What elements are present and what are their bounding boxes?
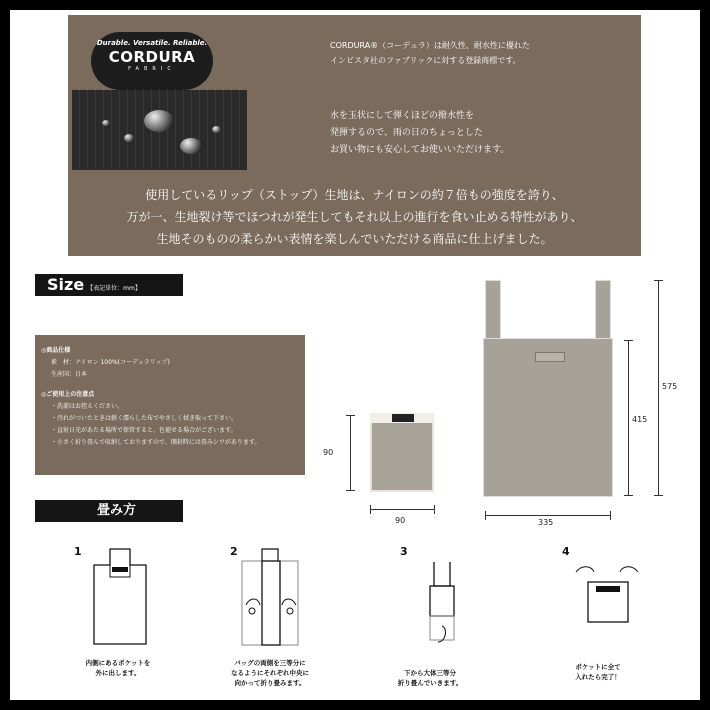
care-item: ・小さく折り畳んで収納しておりますので、開封時には畳みシワがあります。	[51, 439, 261, 446]
step4-caption: ポケットに全て 入れたら完了！	[575, 663, 621, 681]
folded-pouch-image	[370, 413, 434, 492]
product-page	[10, 10, 700, 700]
water-repellent-fabric-photo	[72, 90, 247, 170]
spec-panel	[35, 335, 305, 475]
step2-caption: バッグの両側を三等分に なるようにそれぞれ中央に 向かって折り畳みます。	[231, 659, 309, 687]
pouch-label	[392, 414, 414, 422]
step1-bag-diagram	[88, 547, 150, 647]
logo-sub: FABRIC	[128, 66, 176, 72]
spec-heading: ◎商品仕様	[41, 347, 71, 354]
bag-body-height-line	[628, 340, 629, 495]
care-item: ・直射日光があたる場所で保管すると、色褪せる場合がございます。	[51, 427, 237, 434]
bag-width-line	[485, 515, 610, 516]
logo-tagline: Durable. Versatile. Reliable.	[96, 39, 208, 47]
step3-caption: 下から大体三等分 折り畳んでいきます。	[397, 669, 463, 687]
pouch-width-label: 90	[395, 516, 406, 525]
bag-pocket	[535, 352, 565, 362]
step-number: 1	[74, 545, 82, 558]
step2-fold-sides-diagram	[240, 547, 310, 647]
size-section-title: Size 【表記単位：mm】	[35, 274, 183, 296]
care-item: ・汚れがついたときは軽く濡らした布でやさしく拭き取って下さい。	[51, 415, 238, 422]
care-heading: ◎ご使用上の注意点	[41, 391, 95, 398]
pouch-width-line	[370, 509, 434, 510]
step-number: 2	[230, 545, 238, 558]
spec-material: 素 材：ナイロン 100%(コーデュラリップ)	[51, 359, 170, 366]
step1-caption: 内側にあるポケットを 外に出します。	[85, 659, 151, 677]
ripstop-description: 使用しているリップ（ストップ）生地は、ナイロンの約７倍もの強度を誇り、 万が一、生地裂け等でほつれが発生してもそれ以上の進行を食い止める特性があり、 生地そのものの柔らかい表情を楽しんでいただける商品に仕上げました。	[126, 188, 583, 246]
care-item: ・洗濯はお控えください。	[51, 403, 124, 410]
bag-width-label: 335	[538, 518, 554, 527]
folding-section-title: 畳み方	[35, 500, 183, 522]
step4-pocket-diagram	[572, 558, 652, 648]
pouch-height-line	[350, 415, 351, 490]
water-repellency-description: 水を玉状にして弾くほどの撥水性を 発揮するので、雨の日のちょっとした お買い物にも安心してお使いいただけます。	[330, 111, 510, 155]
cordura-description: CORDURA®（コーデュラ）は耐久性、耐水性に優れた インビスタ社のファブリックに対する登録商標です。	[330, 41, 530, 65]
spec-origin: 生産国：日本	[51, 371, 88, 378]
step3-fold-up-diagram	[420, 560, 470, 650]
bag-total-height-label: 575	[662, 382, 678, 391]
water-droplet	[124, 134, 134, 142]
bag-strap-left	[485, 280, 501, 342]
pouch-height-label: 90	[323, 448, 334, 457]
step-number: 3	[400, 545, 408, 558]
logo-brand: CORDURA	[108, 48, 196, 66]
cordura-logo	[91, 32, 213, 90]
bag-strap-right	[595, 280, 611, 342]
water-droplet	[212, 126, 221, 133]
step-number: 4	[562, 545, 570, 558]
water-droplet	[102, 120, 110, 126]
bag-body-height-label: 415	[632, 415, 648, 424]
bag-total-height-line	[658, 280, 659, 495]
water-droplet	[180, 138, 202, 154]
water-droplet	[144, 110, 174, 132]
